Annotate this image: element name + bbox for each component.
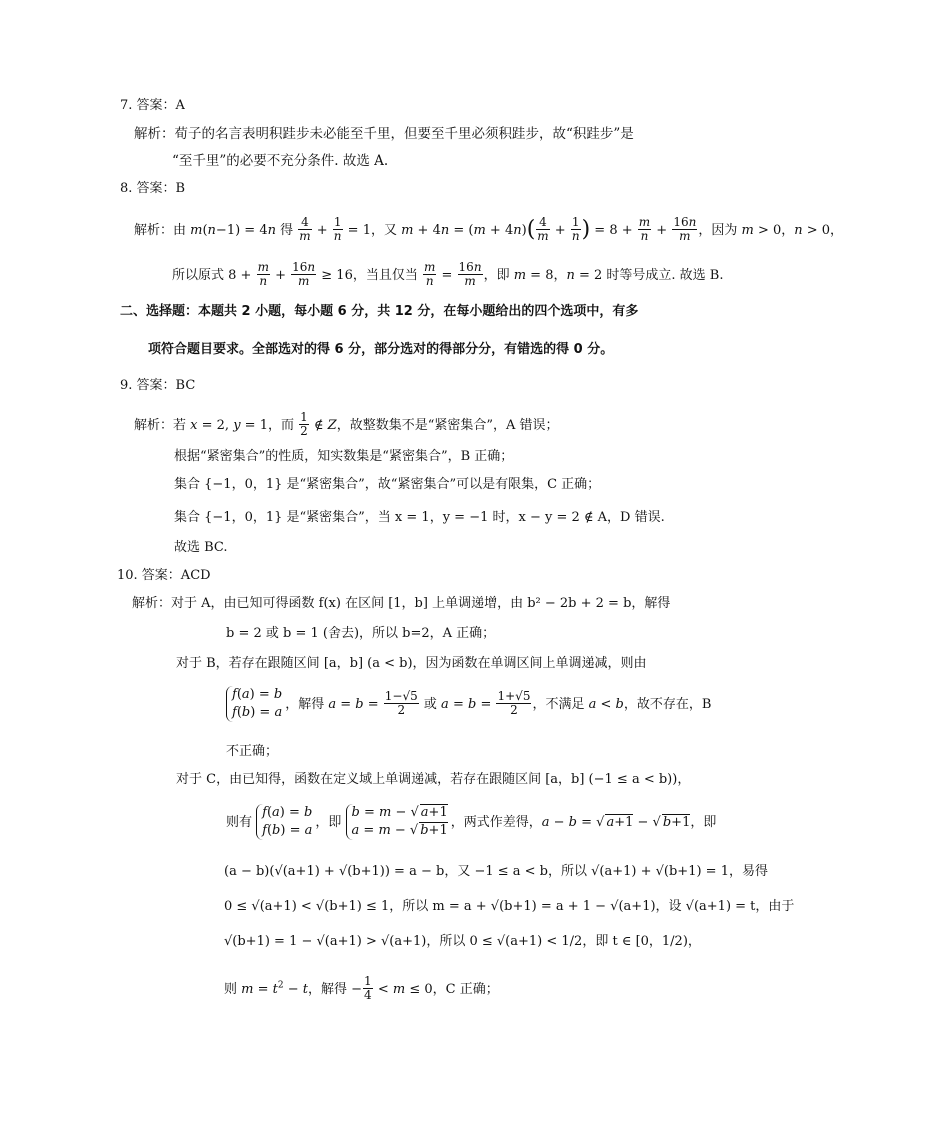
q10-explanation-line4: f(a) = b f(b) = a ，解得 a = b = $\frac{1-√5}{2}$ 或 a = b = $\frac{1+√5}{2}$ ，不满足 a < b，故不存在，B (226, 686, 711, 722)
q10-explanation-line1: 解析：对于 A，由已知可得函数 f(x) 在区间 [1，b] 上单调递增，由 b² − 2b + 2 = b，解得 (132, 596, 671, 611)
q10-explanation-line8: (a − b)(√(a+1) + √(b+1)) = a − b，又 −1 ≤ a < b，所以 √(a+1) + √(b+1) = 1，易得 (224, 864, 768, 879)
q10-explanation-line2: b = 2 或 b = 1 (舍去)，所以 b=2，A 正确； (226, 626, 496, 641)
q9-explanation-line2: 根据“紧密集合”的性质，知实数集是“紧密集合”，B 正确； (174, 449, 514, 464)
q7-explanation-line1: 解析：荀子的名言表明积跬步未必能至千里，但要至千里必须积跬步，故“积跬步”是 (134, 126, 634, 142)
q9-explanation-line5: 故选 BC. (174, 540, 228, 555)
section2-heading-line2: 项符合题目要求。全部选对的得 6 分，部分选对的得部分分，有错选的得 0 分。 (148, 342, 614, 357)
q10-explanation-line3: 对于 B，若存在跟随区间 [a，b] (a < b)，因为函数在单调区间上单调递减，则由 (176, 656, 647, 671)
q10-explanation-line11: 则 $m = t^2 - t$，解得 − $\frac{1}{4}$ < m ≤ 0，C 正确； (224, 974, 499, 1002)
q8-explanation-line1: 解析：由 m(n−1) = 4n 得 $\frac{4}{m}$ + $\frac{1}{n}$ = 1，又 m + 4n = (m + 4n)( $\frac{4}{m}$ + $\frac{1}{n}$ ) = 8 + $\frac{m}{n}$ + $\frac{16n}{m}$ ，因为 m > 0，n > 0， (134, 215, 844, 243)
q9-explanation-line4: 集合 {−1，0，1} 是“紧密集合”，当 x = 1，y = −1 时，x − y = 2 ∉ A，D 错误. (174, 510, 665, 525)
q9-answer: 9. 答案：BC (120, 378, 196, 393)
q10-explanation-line9: 0 ≤ √(a+1) < √(b+1) ≤ 1，所以 m = a + √(b+1) = a + 1 − √(a+1)，设 √(a+1) = t，由于 (224, 899, 795, 914)
section2-heading-line1: 二、选择题：本题共 2 小题，每小题 6 分，共 12 分，在每小题给出的四个选项中，有多 (120, 304, 639, 319)
q7-explanation-line2: “至千里”的必要不充分条件. 故选 A. (172, 153, 389, 169)
q10-explanation-line7: 则有 f(a) = b f(b) = a ，即 b = m − √ a+1 a = m − √ b+1 ，两式作差得，a − b = √ a+1 − √ b+1，即 (226, 805, 717, 838)
q10-explanation-line6: 对于 C，由已知得，函数在定义域上单调递减，若存在跟随区间 [a，b] (−1 ≤ a < b))， (176, 772, 691, 787)
q10-answer: 10. 答案：ACD (117, 568, 211, 583)
q9-explanation-line1: 解析：若 x = 2, y = 1，而 $\frac{1}{2}$ ∉ Z，故整数集不是“紧密集合”，A 错误； (134, 410, 559, 438)
q8-explanation-line2: 所以原式 8 + $\frac{m}{n}$ + $\frac{16n}{m}$ ≥ 16，当且仅当 $\frac{m}{n}$ = $\frac{16n}{m}$ ，即 m = 8，n = 2 时等号成立. 故选 B. (172, 260, 724, 288)
q8-answer: 8. 答案：B (120, 181, 186, 196)
q7-answer: 7. 答案：A (120, 98, 185, 113)
q9-explanation-line3: 集合 {−1，0，1} 是“紧密集合”，故“紧密集合”可以是有限集，C 正确； (174, 477, 601, 492)
q10-explanation-line10: √(b+1) = 1 − √(a+1) > √(a+1)，所以 0 ≤ √(a+1) < 1/2，即 t ∈ [0，1/2)， (224, 934, 701, 949)
q10-explanation-line5: 不正确； (226, 744, 279, 759)
